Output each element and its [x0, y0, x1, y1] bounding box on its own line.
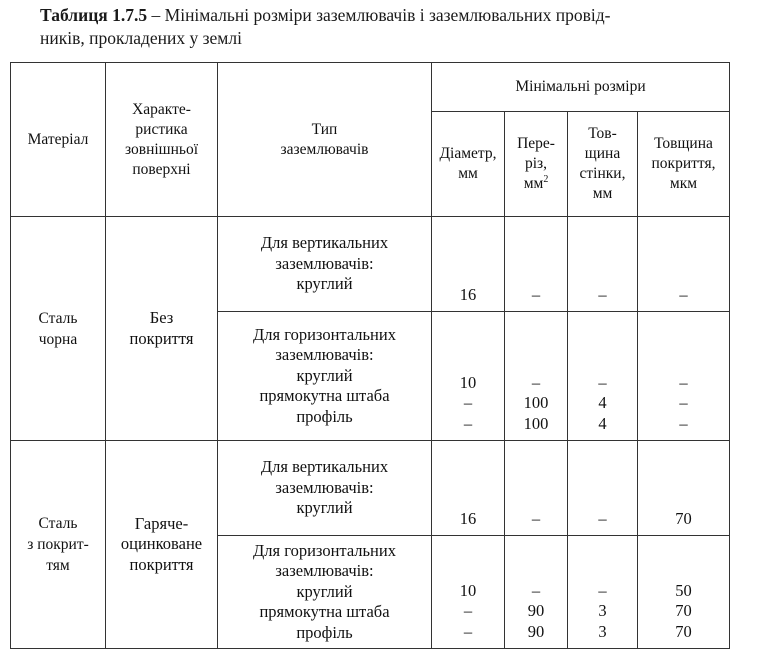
type-cell: Для вертикальних заземлювачів: круглий [218, 441, 432, 536]
table-caption [40, 4, 755, 50]
section-cell: – 100 100 [505, 312, 568, 441]
material-cell: Сталь з покрит- тям [11, 441, 106, 649]
caption-text-line2: ників, прокладених у землі [40, 28, 242, 48]
diameter-cell: 10 – – [432, 536, 505, 649]
header-wall: Тов- щина стінки, мм [568, 112, 638, 217]
diameter-cell: 10 – – [432, 312, 505, 441]
type-cell: Для горизонтальних заземлювачів: круглий прямокутна штаба профіль [218, 312, 432, 441]
diameter-cell: 16 [432, 441, 505, 536]
table-row [11, 217, 730, 312]
type-cell: Для вертикальних заземлювачів: круглий [218, 217, 432, 312]
header-coating: Товщина покриття, мкм [638, 112, 730, 217]
type-cell: Для горизонтальних заземлювачів: круглий прямокутна штаба профіль [218, 536, 432, 649]
header-section: Пере- різ, $мм^2$ [505, 112, 568, 217]
wall-cell: – 4 4 [568, 312, 638, 441]
header-section-sup: 2 [543, 173, 549, 185]
min-sizes-table [10, 62, 730, 649]
section-cell: – 90 90 [505, 536, 568, 649]
surface-cell: Гаряче- оцинковане покриття [106, 441, 218, 649]
header-type: Тип заземлювачів [218, 63, 432, 217]
diameter-cell: 16 [432, 217, 505, 312]
coating-cell: – – – [638, 312, 730, 441]
surface-cell: Без покриття [106, 217, 218, 441]
caption-label: Таблиця 1.7.5 [40, 5, 148, 25]
wall-cell: – [568, 217, 638, 312]
table-row [11, 441, 730, 536]
coating-cell: – [638, 217, 730, 312]
section-cell: – [505, 441, 568, 536]
wall-cell: – [568, 441, 638, 536]
section-cell: – [505, 217, 568, 312]
wall-cell: – 3 3 [568, 536, 638, 649]
coating-cell: 70 [638, 441, 730, 536]
material-cell: Сталь чорна [11, 217, 106, 441]
header-material: Матеріал [11, 63, 106, 217]
coating-cell: 50 70 70 [638, 536, 730, 649]
header-diameter: Діаметр, мм [432, 112, 505, 217]
caption-text-line1: – Мінімальні розміри заземлювачів і заземлювальних провід- [147, 5, 611, 25]
header-min-sizes: Мінімальні розміри [432, 63, 730, 112]
header-surface: Характе- ристика зовнішньої поверхні [106, 63, 218, 217]
